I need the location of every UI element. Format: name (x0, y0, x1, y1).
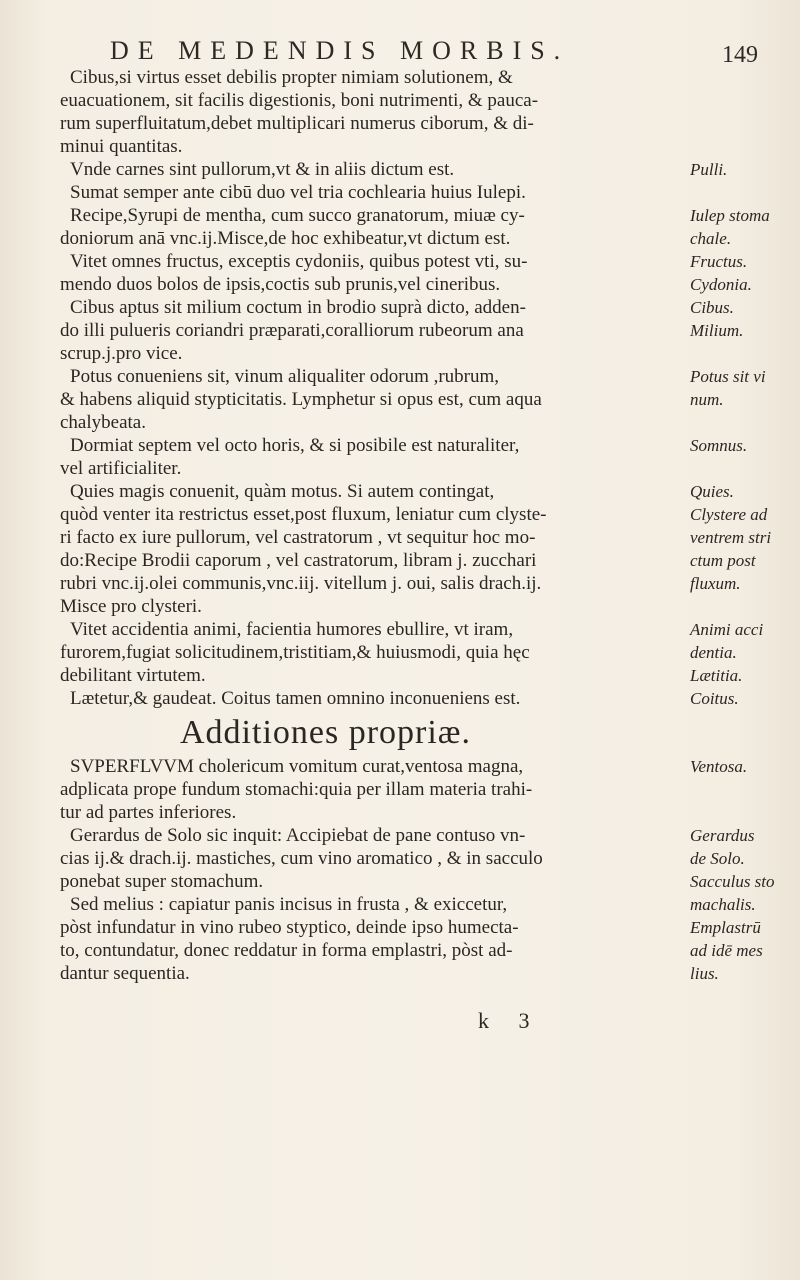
line-text: Vitet omnes fructus, exceptis cydoniis, quibus potest vti, su- (70, 251, 528, 272)
text-line (60, 204, 800, 227)
text-line (60, 365, 800, 388)
text-line (60, 250, 800, 273)
line-text: vel artificialiter. (60, 458, 182, 479)
marginal-note: Lætitia. (690, 666, 743, 685)
marginal-note: de Solo. (690, 849, 745, 868)
text-line (60, 824, 800, 847)
line-text: furorem,fugiat solicitudinem,tristitiam,& huiusmodi, quia hęc (60, 642, 530, 663)
line-text: debilitant virtutem. (60, 665, 206, 686)
text-line (60, 342, 800, 365)
text-line (60, 66, 800, 89)
marginal-note: Emplastrū (690, 918, 761, 937)
text-line (60, 112, 800, 135)
line-text: rubri vnc.ij.olei communis,vnc.iij. vitellum j. oui, salis drach.ij. (60, 573, 542, 594)
text-block-additiones (60, 755, 800, 985)
line-text: do illi pulueris coriandri præparati,coralliorum rubeorum ana (60, 320, 524, 341)
marginal-note: Sacculus sto (690, 872, 775, 891)
marginal-note: ad idē mes (690, 941, 763, 960)
text-line (60, 755, 800, 778)
line-text: Cibus,si virtus esset debilis propter nimiam solutionem, & (70, 67, 513, 88)
marginal-note: dentia. (690, 643, 737, 662)
text-line (60, 457, 800, 480)
text-line (60, 135, 800, 158)
page-number: 149 (722, 42, 758, 68)
marginal-note: Coitus. (690, 689, 739, 708)
line-text: dantur sequentia. (60, 963, 190, 984)
line-text: doniorum anā vnc.ij.Misce,de hoc exhibeatur,vt dictum est. (60, 228, 511, 249)
line-text: Misce pro clysteri. (60, 596, 202, 617)
line-text: Sed melius : capiatur panis incisus in frusta , & exiccetur, (70, 894, 508, 915)
line-text: Sumat semper ante cibū duo vel tria cochlearia huius Iulepi. (70, 182, 526, 203)
marginal-note: chale. (690, 229, 732, 248)
line-text: scrup.j.pro vice. (60, 343, 183, 364)
line-text: adplicata prope fundum stomachi:quia per illam materia trahi- (60, 779, 533, 800)
marginal-note: num. (690, 390, 724, 409)
line-text: rum superfluitatum,debet multiplicari numerus ciborum, & di- (60, 113, 534, 134)
line-text: Cibus aptus sit milium coctum in brodio suprà dicto, adden- (70, 297, 526, 318)
line-text: tur ad partes inferiores. (60, 802, 237, 823)
text-line (60, 778, 800, 801)
text-line (60, 687, 800, 710)
text-line (60, 296, 800, 319)
marginal-note: Potus sit vi (690, 367, 766, 386)
marginal-note: Cibus. (690, 298, 734, 317)
line-text: euacuationem, sit facilis digestionis, boni nutrimenti, & pauca- (60, 90, 539, 111)
text-line (60, 181, 800, 204)
text-line (60, 847, 800, 870)
line-text: & habens aliquid stypticitatis. Lymphetur si opus est, cum aqua (60, 389, 542, 410)
marginal-note: Pulli. (690, 160, 728, 179)
running-head: DE MEDENDIS MORBIS. (110, 36, 570, 65)
marginal-note: Animi acci (690, 620, 764, 639)
text-line (60, 801, 800, 824)
text-block-regimen (60, 66, 800, 710)
text-line (60, 618, 800, 641)
line-text: Vnde carnes sint pullorum,vt & in aliis dictum est. (70, 159, 455, 180)
line-text: Recipe,Syrupi de mentha, cum succo granatorum, miuæ cy- (70, 205, 525, 226)
text-line (60, 526, 800, 549)
text-line (60, 549, 800, 572)
line-text: to, contundatur, donec reddatur in forma emplastri, pòst ad- (60, 940, 513, 961)
marginal-note: Fructus. (690, 252, 748, 271)
marginal-note: Ventosa. (690, 757, 748, 776)
marginal-note: Gerardus (690, 826, 755, 845)
text-line (60, 939, 800, 962)
line-text: ponebat super stomachum. (60, 871, 264, 892)
text-line (60, 870, 800, 893)
marginal-note: ctum post (690, 551, 756, 570)
text-line (60, 916, 800, 939)
line-text: ri facto ex iure pullorum, vel castratorum , vt sequitur hoc mo- (60, 527, 536, 548)
line-text: Gerardus de Solo sic inquit: Accipiebat de pane contuso vn- (70, 825, 526, 846)
marginal-note: machalis. (690, 895, 756, 914)
line-text: Potus conueniens sit, vinum aliqualiter odorum ,rubrum, (70, 366, 500, 387)
line-text: Lætetur,& gaudeat. Coitus tamen omnino inconueniens est. (70, 688, 521, 709)
text-line (60, 273, 800, 296)
marginal-note: Iulep stoma (690, 206, 770, 225)
text-line (60, 503, 800, 526)
line-text: minui quantitas. (60, 136, 183, 157)
text-line (60, 572, 800, 595)
line-text: chalybeata. (60, 412, 146, 433)
text-line (60, 893, 800, 916)
section-heading: Additiones propriæ. (180, 714, 471, 751)
text-line (60, 319, 800, 342)
line-text: SVPERFLVVM cholericum vomitum curat,ventosa magna, (70, 756, 524, 777)
text-line (60, 480, 800, 503)
line-text: Vitet accidentia animi, facientia humores ebullire, vt iram, (70, 619, 514, 640)
marginal-note: ventrem stri (690, 528, 772, 547)
line-text: Dormiat septem vel octo horis, & si posibile est naturaliter, (70, 435, 520, 456)
text-line (60, 388, 800, 411)
line-text: mendo duos bolos de ipsis,coctis sub prunis,vel cineribus. (60, 274, 501, 295)
marginal-note: Quies. (690, 482, 734, 501)
marginal-note: Clystere ad (690, 505, 768, 524)
text-line (60, 641, 800, 664)
text-line (60, 89, 800, 112)
marginal-note: Somnus. (690, 436, 748, 455)
marginal-note: Cydonia. (690, 275, 752, 294)
line-text: pòst infundatur in vino rubeo styptico, deinde ipso humecta- (60, 917, 519, 938)
text-line (60, 434, 800, 457)
line-text: quòd venter ita restrictus esset,post fluxum, leniatur cum clyste- (60, 504, 547, 525)
marginal-note: fluxum. (690, 574, 741, 593)
text-line (60, 595, 800, 618)
line-text: cias ij.& drach.ij. mastiches, cum vino aromatico , & in sacculo (60, 848, 543, 869)
text-line (60, 411, 800, 434)
page-body (60, 66, 800, 985)
text-line (60, 962, 800, 985)
signature-mark: k 3 (478, 1008, 542, 1033)
marginal-note: lius. (690, 964, 719, 983)
text-line (60, 158, 800, 181)
text-line (60, 664, 800, 687)
text-line (60, 227, 800, 250)
marginal-note: Milium. (690, 321, 744, 340)
line-text: Quies magis conuenit, quàm motus. Si autem contingat, (70, 481, 495, 502)
line-text: do:Recipe Brodii caporum , vel castratorum, libram j. zucchari (60, 550, 537, 571)
